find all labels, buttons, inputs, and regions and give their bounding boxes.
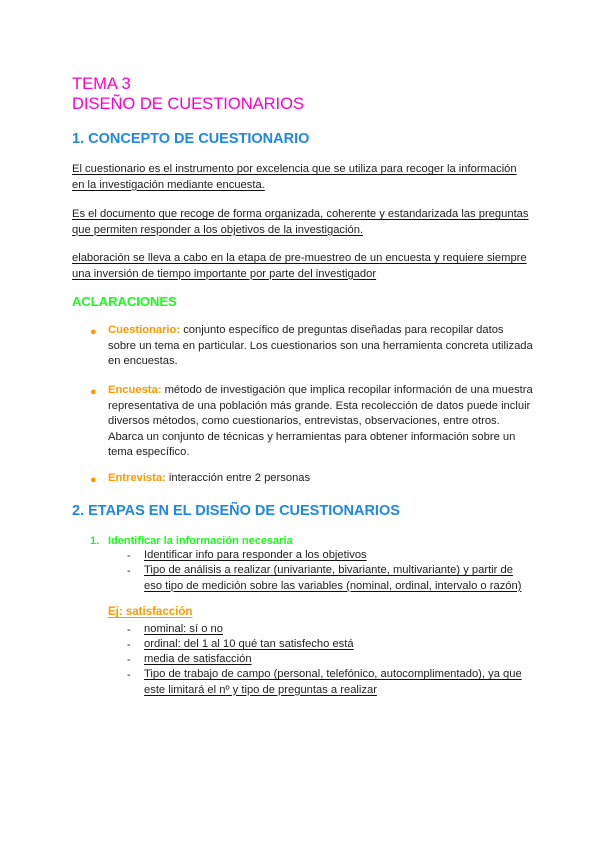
paragraph-text: Es el documento que recoge de forma organizada, coherente y estandarizada las preguntas que permiten responder a los objetivos de la investigación. <box>72 208 529 236</box>
doc-title-line2: DISEÑO DE CUESTIONARIOS <box>72 95 304 113</box>
paragraph-text: elaboración se lleva a cabo en la etapa de pre-muestreo de un encuesta y requiere siempre una inversión de tiempo importante por parte del investigador <box>72 252 527 280</box>
step-item <box>144 548 534 564</box>
term-label: Cuestionario: <box>108 324 181 336</box>
term-definition: conjunto específico de preguntas diseñadas para recopilar datos sobre un tema en particular. Los cuestionarios son una herramienta concreta utilizada en encuestas. <box>108 324 533 367</box>
paragraph-elaboracion <box>72 251 532 282</box>
subheading-aclaraciones: ACLARACIONES <box>72 294 177 309</box>
dash-marker: - <box>127 669 131 681</box>
dash-marker: - <box>127 565 131 577</box>
example-item <box>144 637 534 653</box>
list-item-encuesta <box>108 383 533 461</box>
example-item-text: nominal: sí o no <box>144 623 223 635</box>
example-item-text: Tipo de trabajo de campo (personal, telefónico, autocomplimentado), ya que este limitará el nº y tipo de preguntas a realizar <box>144 668 522 696</box>
list-item-cuestionario <box>108 323 533 370</box>
example-item-text: media de satisfacción <box>144 653 252 665</box>
bullet-icon: ● <box>90 386 97 398</box>
bullet-icon: ● <box>90 326 97 338</box>
example-item <box>144 622 534 638</box>
term-label: Entrevista: <box>108 472 166 484</box>
step-item-text: Identificar info para responder a los objetivos <box>144 549 367 561</box>
example-item <box>144 667 534 698</box>
paragraph-definition <box>72 162 532 193</box>
step-item-text: Tipo de análisis a realizar (univariante, bivariante, multivariante) y partir de eso tipo de medición sobre las variables (nominal, ordinal, intervalo o razón) <box>144 564 522 592</box>
doc-title-line1: TEMA 3 <box>72 75 131 93</box>
example-item-text: ordinal: del 1 al 10 qué tan satisfecho está <box>144 638 354 650</box>
section-heading-etapas: 2. ETAPAS EN EL DISEÑO DE CUESTIONARIOS <box>72 503 400 519</box>
step-number: 1. <box>90 535 100 547</box>
dash-marker: - <box>127 639 131 651</box>
dash-marker: - <box>127 654 131 666</box>
paragraph-text: El cuestionario es el instrumento por excelencia que se utiliza para recoger la información en la investigación mediante encuesta. <box>72 163 517 191</box>
example-item <box>144 652 534 668</box>
paragraph-document <box>72 207 532 238</box>
term-label: Encuesta: <box>108 384 162 396</box>
term-definition: método de investigación que implica recopilar información de una muestra representativa de una población más grande. Esta recolección de datos puede incluir diversos métodos, como cuestionarios, entrevistas, observaciones, entre otros. Abarca un conjunto de técnicas y herramientas para obtener información sobre un tema específico. <box>108 384 533 458</box>
list-item-entrevista <box>108 471 533 487</box>
example-label: Ej: satisfacción <box>108 606 193 618</box>
dash-marker: - <box>127 624 131 636</box>
step-item <box>144 563 534 594</box>
step-label: Identificar la información necesaria <box>108 535 293 547</box>
section-heading-concepto: 1. CONCEPTO DE CUESTIONARIO <box>72 131 310 147</box>
dash-marker: - <box>127 550 131 562</box>
term-definition: interacción entre 2 personas <box>165 472 311 484</box>
bullet-icon: ● <box>90 474 97 486</box>
